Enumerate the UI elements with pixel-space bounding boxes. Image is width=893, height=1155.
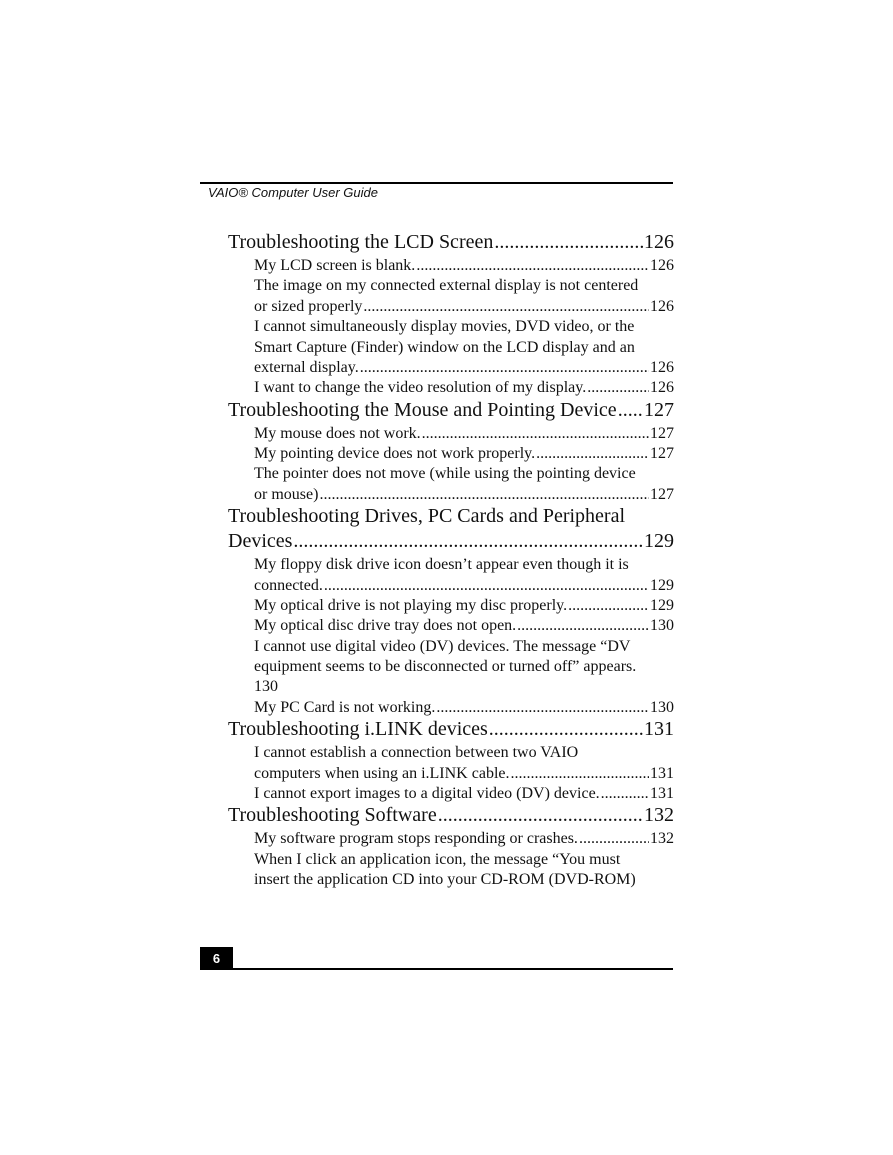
toc-entry-title: My optical disc drive tray does not open. [254,617,517,634]
toc-page-number: 129 [650,597,674,614]
toc-page-number: 127 [650,425,674,442]
toc-entry-text[interactable]: I cannot establish a connection between two VAIO [254,744,579,761]
toc-entry-pointing-device[interactable] [254,444,674,464]
toc-page-number: 126 [650,298,674,315]
toc-page-number: 132 [650,830,674,847]
leader-dots [618,398,643,422]
toc-entry-title: Troubleshooting the Mouse and Pointing Device [228,399,617,421]
toc-entry-title: I cannot export images to a digital video (DV) device. [254,785,600,802]
toc-page-number: 126 [650,379,674,396]
toc-page-number: 129 [644,530,674,552]
toc-entry-text[interactable]: I cannot use digital video (DV) devices. The message “DV [254,638,631,655]
page-number-badge: 6 [200,947,233,969]
leader-dots [363,297,649,317]
toc-entry-title: Devices [228,530,293,552]
leader-dots [579,829,649,849]
toc-entry-title: My software program stops responding or crashes. [254,830,578,847]
running-header: VAIO® Computer User Guide [208,185,378,200]
toc-entry-title: My mouse does not work. [254,425,421,442]
toc-page-number: 126 [650,359,674,376]
toc-entry-title: I want to change the video resolution of my display. [254,379,587,396]
toc-entry-mouse-not-work[interactable] [254,424,674,444]
leader-dots [436,698,649,718]
toc-entry-title: My LCD screen is blank. [254,257,416,274]
toc-page-number: 131 [650,765,674,782]
toc-entry-pc-card[interactable] [254,698,674,718]
leader-dots [587,378,649,398]
toc-page-number[interactable]: 130 [254,678,278,695]
toc-entry-lcd-blank[interactable] [254,256,674,276]
leader-dots [601,784,649,804]
toc-page-number: 126 [650,257,674,274]
leader-dots [324,576,649,596]
toc-page-number: 126 [644,231,674,253]
leader-dots [568,596,649,616]
toc-entry-title: My pointing device does not work properly. [254,445,536,462]
toc-entry-title: Troubleshooting i.LINK devices [228,718,488,740]
toc-page-number: 129 [650,577,674,594]
toc-entry-title: computers when using an i.LINK cable. [254,765,510,782]
toc-page-number: 127 [650,445,674,462]
toc-entry-title: Troubleshooting Software [228,804,437,826]
toc-entry-text[interactable]: equipment seems to be disconnected or turned off” appears. [254,658,637,675]
toc-entry-optical-drive[interactable] [254,596,674,616]
toc-page-number: 131 [644,718,674,740]
toc-entry-text[interactable]: I cannot simultaneously display movies, DVD video, or the [254,318,635,335]
leader-dots [319,485,649,505]
toc-entry-ilink-cable[interactable] [254,764,674,784]
toc-entry-ilink[interactable] [228,717,674,741]
toc-entry-title: My PC Card is not working. [254,699,436,716]
toc-page-number: 127 [650,486,674,503]
toc-page-number: 130 [650,617,674,634]
toc-entry-text[interactable]: When I click an application icon, the message “You must [254,851,621,868]
toc-page-number: 131 [650,785,674,802]
toc-page-number: 127 [644,399,674,421]
leader-dots [293,529,643,553]
toc-entry-text[interactable]: Smart Capture (Finder) window on the LCD display and an [254,339,635,356]
toc-page-number: 132 [644,804,674,826]
toc-entry-mouse[interactable] [228,398,674,422]
toc-entry-title: connected. [254,577,323,594]
toc-entry-text[interactable]: My floppy disk drive icon doesn’t appear even though it is [254,556,629,573]
toc-entry-text[interactable]: The image on my connected external display is not centered [254,277,639,294]
toc-entry-title: Troubleshooting the LCD Screen [228,231,494,253]
toc-entry-video-resolution[interactable] [254,378,674,398]
toc-entry-floppy[interactable] [254,576,674,596]
toc-entry-title: or mouse) [254,486,319,503]
header-rule [200,182,673,184]
toc-entry-external-display[interactable] [254,297,674,317]
toc-entry-text[interactable]: insert the application CD into your CD-ROM (DVD-ROM) [254,871,636,888]
leader-dots [360,358,649,378]
toc-entry-title: or sized properly [254,298,363,315]
toc-entry-disc-tray[interactable] [254,616,674,636]
leader-dots [494,230,643,254]
toc-entry-title: external display. [254,359,359,376]
toc-page-number: 130 [650,699,674,716]
leader-dots [416,256,649,276]
toc-entry-simultaneous-display[interactable] [254,358,674,378]
toc-entry-pointer-not-move[interactable] [254,485,674,505]
toc-entry-text[interactable]: Troubleshooting Drives, PC Cards and Peripheral [228,505,626,527]
leader-dots [438,803,643,827]
leader-dots [510,764,649,784]
leader-dots [489,717,643,741]
toc-entry-lcd-screen[interactable] [228,230,674,254]
toc-entry-title: My optical drive is not playing my disc properly. [254,597,568,614]
footer-rule [200,968,673,970]
leader-dots [517,616,649,636]
toc-entry-drives[interactable] [228,529,674,553]
toc-entry-text[interactable]: The pointer does not move (while using the pointing device [254,465,636,482]
leader-dots [422,424,649,444]
leader-dots [536,444,649,464]
toc-entry-export-images[interactable] [254,784,674,804]
toc-entry-software[interactable] [228,803,674,827]
toc-entry-software-crash[interactable] [254,829,674,849]
